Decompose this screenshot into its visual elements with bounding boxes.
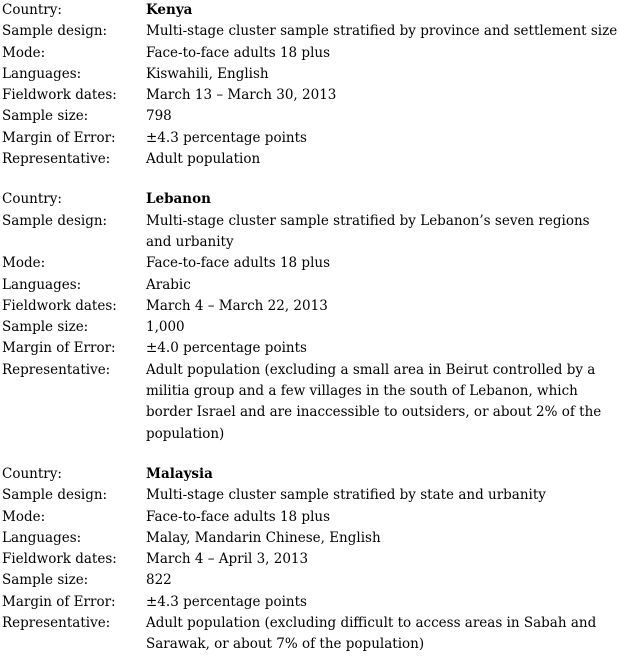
sample-design-label: Sample design: [2, 487, 108, 504]
representative-row [2, 360, 620, 445]
sample-design-value: Multi-stage cluster sample stratified by province and settlement size [146, 23, 618, 40]
mode-row [2, 507, 620, 528]
fieldwork-dates-label: Fieldwork dates: [2, 87, 117, 104]
margin-of-error-value: ±4.3 percentage points [146, 593, 307, 610]
country-row [2, 464, 620, 485]
fieldwork-dates-row [2, 549, 620, 570]
sample-size-row [2, 317, 620, 338]
mode-value: Face-to-face adults 18 plus [146, 508, 331, 525]
representative-label: Representative: [2, 615, 111, 632]
representative-row [2, 613, 620, 656]
fieldwork-dates-label: Fieldwork dates: [2, 551, 117, 568]
sample-design-value: Multi-stage cluster sample stratified by Lebanon’s seven regions and urbanity [146, 212, 590, 250]
fieldwork-dates-value: March 4 – April 3, 2013 [146, 551, 309, 568]
languages-label: Languages: [2, 529, 82, 546]
country-label: Country: [2, 2, 62, 18]
margin-of-error-row [2, 128, 620, 149]
representative-value: Adult population (excluding difficult to access areas in Sabah and Sarawak, or about 7% of the population) [146, 615, 597, 653]
sample-design-row [2, 21, 620, 42]
sample-design-row [2, 211, 620, 254]
sample-design-row [2, 485, 620, 506]
languages-label: Languages: [2, 276, 82, 293]
country-row [2, 0, 620, 21]
country-label: Country: [2, 465, 62, 482]
sample-design-value: Multi-stage cluster sample stratified by state and urbanity [146, 487, 546, 504]
fieldwork-dates-value: March 4 – March 22, 2013 [146, 297, 328, 314]
country-row [2, 189, 620, 210]
country-name: Malaysia [146, 465, 213, 482]
country-label: Country: [2, 191, 62, 208]
sample-design-label: Sample design: [2, 23, 108, 40]
margin-of-error-label: Margin of Error: [2, 129, 116, 146]
margin-of-error-value: ±4.3 percentage points [146, 129, 307, 146]
languages-value: Kiswahili, English [146, 65, 269, 82]
mode-value: Face-to-face adults 18 plus [146, 44, 331, 61]
mode-row [2, 43, 620, 64]
sample-size-label: Sample size: [2, 108, 89, 125]
sample-size-value: 822 [146, 572, 172, 589]
country-name: Lebanon [146, 191, 211, 208]
margin-of-error-label: Margin of Error: [2, 340, 116, 357]
languages-value: Arabic [146, 276, 191, 293]
sample-size-row [2, 106, 620, 127]
fieldwork-dates-label: Fieldwork dates: [2, 297, 117, 314]
mode-label: Mode: [2, 255, 46, 272]
languages-row [2, 64, 620, 85]
languages-row [2, 528, 620, 549]
country-name: Kenya [146, 2, 193, 18]
margin-of-error-row [2, 592, 620, 613]
fieldwork-dates-row [2, 296, 620, 317]
representative-value: Adult population [146, 151, 261, 168]
sample-size-row [2, 570, 620, 591]
sample-size-value: 798 [146, 108, 172, 125]
representative-value: Adult population (excluding a small area in Beirut controlled by a militia group and a few villages in the south of Lebanon, which border Israel and are inaccessible to outsiders, or about 2% of the population) [146, 361, 602, 442]
sample-size-label: Sample size: [2, 319, 89, 336]
sample-design-label: Sample design: [2, 212, 108, 229]
fieldwork-dates-row [2, 85, 620, 106]
margin-of-error-label: Margin of Error: [2, 593, 116, 610]
country-block-lebanon [2, 189, 620, 445]
sample-size-label: Sample size: [2, 572, 89, 589]
mode-row [2, 253, 620, 274]
mode-label: Mode: [2, 508, 46, 525]
margin-of-error-value: ±4.0 percentage points [146, 340, 307, 357]
representative-label: Representative: [2, 151, 111, 168]
country-block-kenya [2, 0, 620, 170]
mode-value: Face-to-face adults 18 plus [146, 255, 331, 272]
languages-row [2, 275, 620, 296]
languages-label: Languages: [2, 65, 82, 82]
margin-of-error-row [2, 338, 620, 359]
fieldwork-dates-value: March 13 – March 30, 2013 [146, 87, 337, 104]
languages-value: Malay, Mandarin Chinese, English [146, 529, 381, 546]
representative-label: Representative: [2, 361, 111, 378]
sample-size-value: 1,000 [146, 319, 185, 336]
mode-label: Mode: [2, 44, 46, 61]
country-block-malaysia [2, 464, 620, 656]
representative-row [2, 149, 620, 170]
